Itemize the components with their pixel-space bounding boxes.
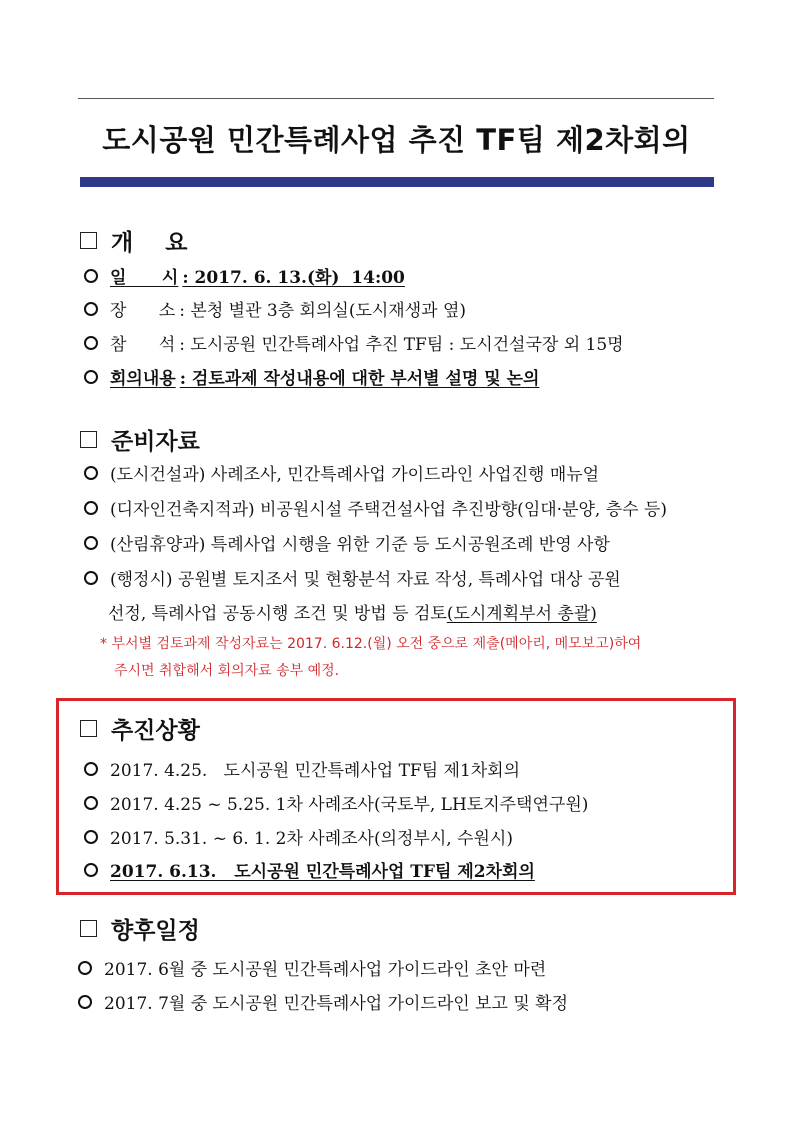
- overview-heading: [80, 224, 187, 257]
- bullet-circle-icon: [84, 796, 98, 810]
- materials-item-2: [84, 495, 667, 520]
- overview-content: [84, 364, 539, 389]
- progress-item-4: [84, 857, 535, 882]
- progress-item-3: [84, 824, 513, 849]
- date-label: 일 시: [110, 268, 179, 288]
- overview-date: [84, 263, 405, 288]
- bullet-circle-icon: [84, 370, 98, 384]
- bullet-circle-icon: [84, 336, 98, 350]
- bullet-circle-icon: [84, 830, 98, 844]
- attendee-label: 참 석: [110, 335, 176, 355]
- materials-note-line-1: * 부서별 검토과제 작성자료는 2017. 6.12.(월) 오전 중으로 제출(메아리, 메모보고)하여: [100, 636, 642, 652]
- materials-item-4-continuation: [108, 599, 597, 624]
- schedule-item-2: [78, 989, 568, 1014]
- top-rule: [78, 98, 714, 99]
- schedule-item-text: 2017. 7월 중 도시공원 민간특례사업 가이드라인 보고 및 확정: [104, 994, 568, 1014]
- materials-item-text: (산림휴양과) 특례사업 시행을 위한 기준 등 도시공원조례 반영 사항: [110, 535, 610, 555]
- attendee-value: : 도시공원 민간특례사업 추진 TF팀 : 도시건설국장 외 15명: [179, 335, 624, 355]
- materials-heading: [80, 423, 200, 456]
- materials-heading-text: 준비자료: [111, 429, 200, 455]
- bullet-circle-icon: [84, 536, 98, 550]
- schedule-heading: [80, 912, 200, 945]
- checkbox-square-icon: [80, 720, 97, 737]
- materials-item-4-cont-underlined: (도시계획부서 총괄): [446, 604, 597, 624]
- content-label: 회의내용: [110, 369, 176, 389]
- materials-item-text: (디자인건축지적과) 비공원시설 주택건설사업 추진방향(임대·분양, 층수 등): [110, 500, 668, 520]
- date-value: : 2017. 6. 13.(화) 14:00: [182, 268, 405, 288]
- schedule-item-1: [78, 955, 546, 980]
- content-value: : 검토과제 작성내용에 대한 부서별 설명 및 논의: [179, 369, 540, 389]
- page-title: 도시공원 민간특례사업 추진 TF팀 제2차회의: [102, 123, 691, 157]
- bullet-circle-icon: [84, 501, 98, 515]
- materials-item-1: [84, 460, 599, 485]
- place-label: 장 소: [110, 301, 176, 321]
- checkbox-square-icon: [80, 920, 97, 937]
- checkbox-square-icon: [80, 232, 97, 249]
- progress-item-text: 2017. 4.25. 도시공원 민간특례사업 TF팀 제1차회의: [110, 761, 521, 781]
- progress-item-text: 2017. 5.31. ~ 6. 1. 2차 사례조사(의정부시, 수원시): [110, 829, 513, 849]
- progress-item-text: 2017. 6.13. 도시공원 민간특례사업 TF팀 제2차회의: [110, 862, 535, 882]
- schedule-heading-text: 향후일정: [111, 918, 200, 944]
- materials-item-text: (행정시) 공원별 토지조서 및 현황분석 자료 작성, 특례사업 대상 공원: [110, 570, 621, 590]
- bullet-circle-icon: [84, 466, 98, 480]
- progress-item-1: [84, 756, 520, 781]
- checkbox-square-icon: [80, 431, 97, 448]
- bullet-circle-icon: [84, 762, 98, 776]
- progress-item-text: 2017. 4.25 ~ 5.25. 1차 사례조사(국토부, LH토지주택연구원): [110, 795, 589, 815]
- progress-heading-text: 추진상황: [111, 718, 200, 744]
- schedule-item-text: 2017. 6월 중 도시공원 민간특례사업 가이드라인 초안 마련: [104, 960, 547, 980]
- bullet-circle-icon: [84, 863, 98, 877]
- materials-item-4: [84, 565, 621, 590]
- bullet-circle-icon: [78, 995, 92, 1009]
- overview-place: [84, 296, 466, 321]
- title-bar: [80, 177, 714, 187]
- materials-note-line-2: 주시면 취합해서 회의자료 송부 예정.: [114, 663, 340, 679]
- bullet-circle-icon: [78, 961, 92, 975]
- progress-heading: [80, 712, 200, 745]
- place-value: : 본청 별관 3층 회의실(도시재생과 옆): [179, 301, 467, 321]
- materials-item-3: [84, 530, 610, 555]
- bullet-circle-icon: [84, 302, 98, 316]
- materials-item-text: (도시건설과) 사례조사, 민간특례사업 가이드라인 사업진행 매뉴얼: [110, 465, 600, 485]
- overview-heading-text: 개 요: [111, 230, 188, 256]
- bullet-circle-icon: [84, 571, 98, 585]
- progress-item-2: [84, 790, 588, 815]
- materials-item-4-cont-text: 선정, 특례사업 공동시행 조건 및 방법 등 검토: [108, 604, 447, 624]
- overview-attendees: [84, 330, 624, 355]
- bullet-circle-icon: [84, 269, 98, 283]
